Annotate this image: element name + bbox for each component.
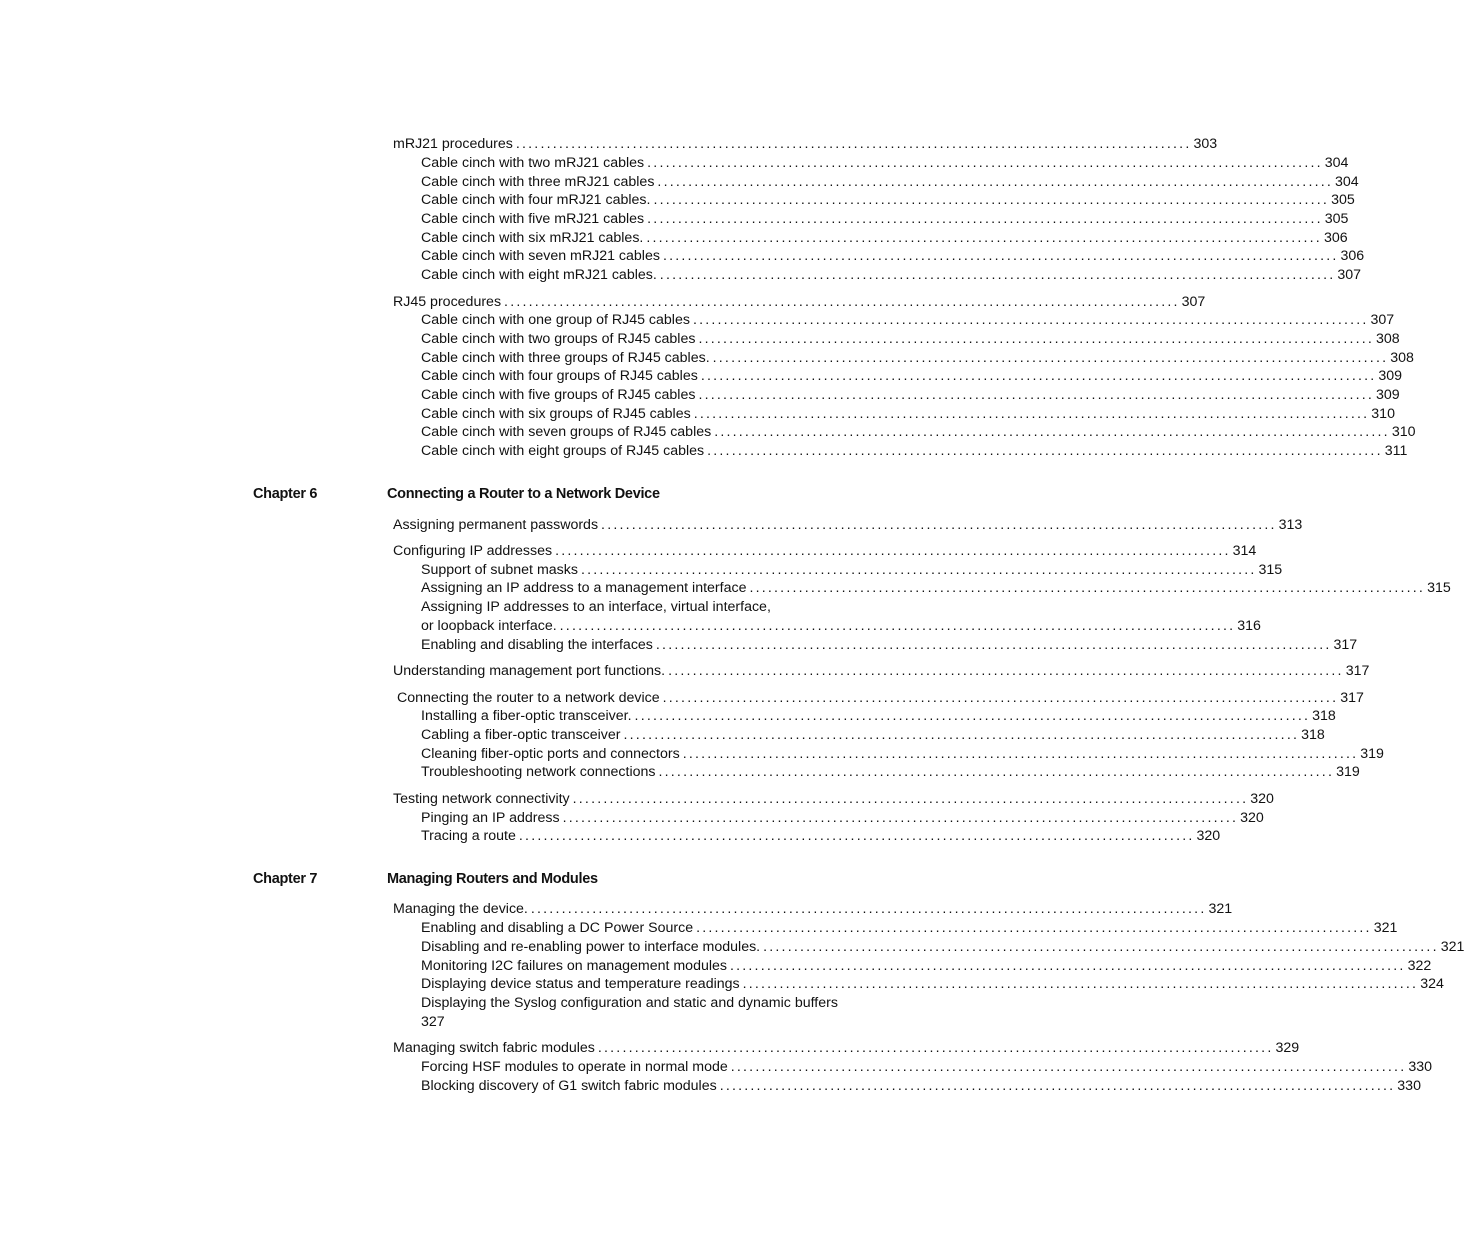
toc-entry-title: Enabling and disabling a DC Power Source [421,920,694,936]
toc-entry-page: 304 [1335,174,1359,190]
toc-entry-page: 306 [1340,248,1365,264]
dot-leader: .............................................................................................................. [698,387,1375,403]
toc-entry-title: Managing the device. [393,901,528,917]
toc-entry-title: Testing network connectivity [393,791,570,807]
toc-entry-page: 320 [1196,828,1221,844]
toc-entry-title: Assigning permanent passwords [393,517,599,533]
dot-leader: .............................................................................................................. [692,312,1369,328]
toc-entry-title: Cable cinch with eight mRJ21 cables. [421,267,657,283]
toc-entry-title: Configuring IP addresses [393,543,553,559]
toc-entry-title: mRJ21 procedures [393,136,513,152]
toc-entry-title: Cable cinch with seven groups of RJ45 cables [421,424,712,440]
toc-entry-title: Displaying device status and temperature readings [421,976,740,992]
toc-entry-title: Disabling and re-enabling power to interface modules. [421,939,761,955]
dot-leader: .............................................................................................................. [623,727,1300,743]
dot-leader: .............................................................................................................. [742,976,1419,992]
toc-subentry[interactable] [421,809,1264,827]
toc-subentry[interactable] [421,173,1359,191]
toc-entry-page: 313 [1278,517,1303,533]
toc-entry-title: Connecting the router to a network device [397,690,660,706]
toc-subentry[interactable] [421,311,1395,329]
dot-leader: .............................................................................................................. [714,424,1390,440]
dot-leader: .............................................................................................................. [515,136,1192,152]
dot-leader: .............................................................................................................. [597,1040,1274,1056]
toc-entry-page: 311 [1384,443,1408,459]
toc-entry-title: Cable cinch with four groups of RJ45 cables [421,368,698,384]
toc-subentry[interactable] [421,210,1349,228]
chapter-title[interactable]: Managing Routers and Modules [387,871,598,887]
toc-entry-page: 306 [1323,230,1348,246]
toc-entry-page: 316 [1237,618,1261,634]
toc-entry-title: Cable cinch with one group of RJ45 cables [421,312,690,328]
toc-subentry[interactable] [421,386,1400,404]
toc-entry-title: Installing a fiber-optic transceiver. [421,708,632,724]
toc-subentry[interactable] [421,726,1325,744]
dot-leader: .............................................................................................................. [559,618,1236,634]
dot-leader: .............................................................................................................. [647,155,1323,171]
toc-entry-title: Cable cinch with six groups of RJ45 cables [421,406,691,422]
dot-leader: .............................................................................................................. [634,708,1311,724]
toc-entry-page: 330 [1397,1078,1421,1094]
toc-entry-page: 317 [1333,637,1358,653]
toc-entry-page: 320 [1250,791,1274,807]
toc-entry-title: Cable cinch with six mRJ21 cables. [421,230,644,246]
toc-entry[interactable] [397,689,1364,707]
toc-entry-page: 309 [1378,368,1403,384]
toc-entry-page: 307 [1370,312,1395,328]
toc-subentry[interactable] [421,636,1358,654]
toc-entry[interactable] [393,293,1206,311]
toc-entry-title: Cable cinch with five groups of RJ45 cables [421,387,696,403]
toc-subentry[interactable] [421,154,1349,172]
toc-entry[interactable] [393,1039,1300,1057]
toc-entry[interactable] [393,662,1370,680]
toc-subentry[interactable] [421,191,1355,209]
toc-entry-title: Managing switch fabric modules [393,1040,595,1056]
toc-subentry[interactable] [421,827,1221,845]
dot-leader: .............................................................................................................. [657,174,1334,190]
toc-entry-title: Cable cinch with four mRJ21 cables. [421,192,651,208]
toc-subentry[interactable] [421,423,1416,441]
chapter-label: Chapter 7 [253,871,318,887]
toc-subentry[interactable] [421,1058,1433,1076]
toc-entry-page: 309 [1376,387,1400,403]
dot-leader: .............................................................................................................. [518,828,1195,844]
toc-subentry[interactable] [421,957,1432,975]
dot-leader: .............................................................................................................. [693,406,1370,422]
toc-entry[interactable] [393,135,1218,153]
toc-entry-title: Cable cinch with two groups of RJ45 cables [421,331,696,347]
toc-subentry-wrapped-title[interactable]: Assigning IP addresses to an interface, virtual interface, [421,599,771,615]
toc-subentry[interactable] [421,763,1360,781]
dot-leader: .............................................................................................................. [707,443,1383,459]
toc-entry-page: 329 [1275,1040,1300,1056]
toc-subentry[interactable] [421,745,1384,763]
toc-entry-page: 317 [1345,663,1370,679]
toc-subentry[interactable] [421,707,1336,725]
toc-entry-title: Understanding management port functions. [393,663,666,679]
toc-entry-page: 319 [1360,746,1384,762]
dot-leader: .............................................................................................................. [668,663,1344,679]
dot-leader: .............................................................................................................. [658,764,1335,780]
toc-subentry[interactable] [421,938,1464,956]
toc-entry-page: 320 [1240,810,1264,826]
toc-entry-title: Cabling a fiber-optic transceiver [421,727,621,743]
toc-subentry[interactable] [421,247,1365,265]
toc-entry-title: or loopback interface. [421,618,557,634]
dot-leader: .............................................................................................................. [653,192,1330,208]
toc-entry-title: Cable cinch with seven mRJ21 cables [421,248,660,264]
dot-leader: .............................................................................................................. [763,939,1439,955]
toc-entry[interactable] [393,790,1274,808]
toc-entry-title: Cable cinch with two mRJ21 cables [421,155,645,171]
toc-subentry[interactable] [421,349,1414,367]
dot-leader: .............................................................................................................. [662,690,1339,706]
toc-subentry[interactable] [421,266,1362,284]
toc-entry-title: Enabling and disabling the interfaces [421,637,653,653]
dot-leader: .............................................................................................................. [655,637,1332,653]
toc-entry-title: Cable cinch with eight groups of RJ45 cables [421,443,705,459]
toc-entry-title: Cable cinch with five mRJ21 cables [421,211,645,227]
toc-entry-page: 321 [1440,939,1464,955]
toc-entry-title: RJ45 procedures [393,294,502,310]
toc-entry-page: 304 [1324,155,1349,171]
dot-leader: .............................................................................................................. [580,562,1257,578]
toc-entry-title: Blocking discovery of G1 switch fabric modules [421,1078,717,1094]
toc-entry-page: 308 [1390,350,1414,366]
toc-entry-page: 318 [1312,708,1336,724]
dot-leader: .............................................................................................................. [749,580,1426,596]
toc-entry-page: 308 [1376,331,1400,347]
dot-leader: .............................................................................................................. [712,350,1389,366]
toc-entry-page: 327 [421,1014,445,1030]
toc-subentry[interactable] [421,1077,1421,1095]
dot-leader: .............................................................................................................. [730,1059,1407,1075]
dot-leader: .............................................................................................................. [696,920,1372,936]
toc-entry-page: 322 [1407,958,1432,974]
toc-entry-page: 307 [1337,267,1362,283]
toc-entry[interactable] [393,516,1303,534]
toc-entry[interactable] [393,900,1233,918]
toc-entry-title: Monitoring I2C failures on management modules [421,958,727,974]
chapter-label: Chapter 6 [253,486,318,502]
toc-entry-title: Forcing HSF modules to operate in normal mode [421,1059,728,1075]
toc-entry-page: 303 [1193,136,1218,152]
dot-leader: .............................................................................................................. [682,746,1359,762]
toc-entry-page: 321 [1208,901,1233,917]
dot-leader: .............................................................................................................. [729,958,1406,974]
toc-entry-title: Cable cinch with three mRJ21 cables [421,174,655,190]
toc-entry-page: 330 [1408,1059,1433,1075]
dot-leader: .............................................................................................................. [562,810,1239,826]
toc-entry-title: Cleaning fiber-optic ports and connectors [421,746,680,762]
dot-leader: .............................................................................................................. [662,248,1339,264]
toc-entry-page: 319 [1336,764,1360,780]
toc-subentry[interactable] [421,405,1395,423]
chapter-title[interactable]: Connecting a Router to a Network Device [387,486,660,502]
dot-leader: .............................................................................................................. [719,1078,1396,1094]
toc-subentry[interactable] [421,975,1444,993]
toc-entry[interactable] [393,542,1257,560]
toc-entry-title: Pinging an IP address [421,810,560,826]
dot-leader: .............................................................................................................. [572,791,1249,807]
toc-entry-page: 310 [1391,424,1416,440]
dot-leader: .............................................................................................................. [504,294,1180,310]
dot-leader: .............................................................................................................. [601,517,1277,533]
toc-entry-page: 314 [1232,543,1257,559]
toc-entry-page: 307 [1181,294,1206,310]
toc-subentry[interactable] [421,442,1408,460]
dot-leader: .............................................................................................................. [698,331,1375,347]
toc-entry-page: 317 [1340,690,1364,706]
toc-entry-title: Cable cinch with three groups of RJ45 cables. [421,350,710,366]
dot-leader: .............................................................................................................. [555,543,1231,559]
toc-subentry[interactable] [421,330,1400,348]
toc-subentry[interactable] [421,561,1283,579]
dot-leader: .............................................................................................................. [646,230,1322,246]
toc-entry-page: 305 [1331,192,1355,208]
toc-subentry[interactable] [421,617,1261,635]
toc-entry-page: 315 [1427,580,1451,596]
dot-leader: .............................................................................................................. [647,211,1323,227]
toc-entry-page: 315 [1258,562,1283,578]
dot-leader: .............................................................................................................. [700,368,1377,384]
toc-subentry-wrapped-title[interactable]: Displaying the Syslog configuration and static and dynamic buffers [421,995,838,1011]
toc-entry-page: 324 [1420,976,1444,992]
toc-entry-title: Troubleshooting network connections [421,764,656,780]
toc-subentry[interactable] [421,579,1451,597]
toc-entry-title: Support of subnet masks [421,562,578,578]
toc-subentry[interactable] [421,367,1403,385]
toc-entry-title: Tracing a route [421,828,516,844]
toc-entry-page: 305 [1324,211,1349,227]
toc-entry-title: Assigning an IP address to a management interface [421,580,747,596]
toc-entry-page: 318 [1301,727,1325,743]
toc-subentry[interactable] [421,229,1348,247]
toc-entry-page: 310 [1371,406,1395,422]
dot-leader: .............................................................................................................. [530,901,1207,917]
dot-leader: .............................................................................................................. [659,267,1336,283]
toc-subentry[interactable] [421,919,1398,937]
toc-entry-page: 321 [1373,920,1398,936]
